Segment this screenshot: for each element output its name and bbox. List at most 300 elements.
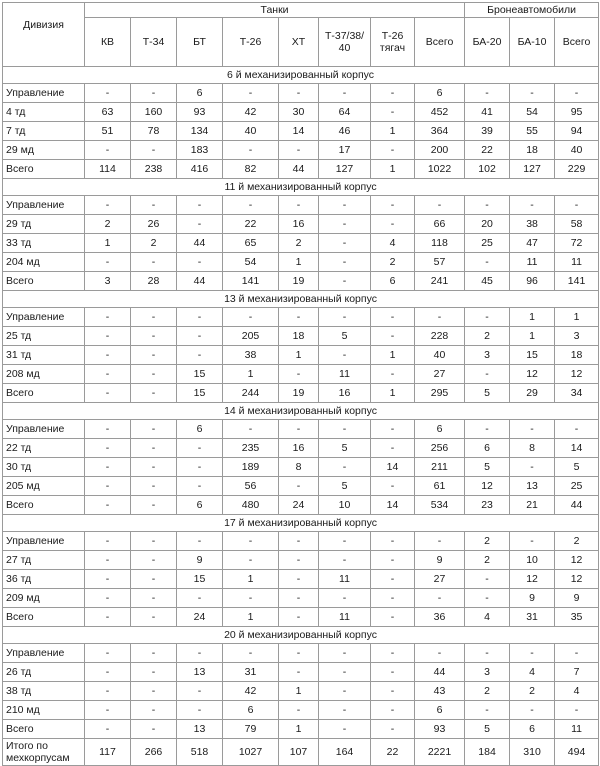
- table-cell: 534: [415, 496, 465, 515]
- division-name-cell: 27 тд: [3, 551, 85, 570]
- column-header: Т-26 тягач: [371, 18, 415, 67]
- table-cell: -: [131, 458, 177, 477]
- corps-title: 17 й механизированный корпус: [3, 515, 599, 532]
- table-cell: -: [85, 682, 131, 701]
- division-name-cell: 38 тд: [3, 682, 85, 701]
- division-name-cell: 36 тд: [3, 570, 85, 589]
- corps-header-row: [3, 403, 599, 420]
- table-cell: -: [177, 589, 223, 608]
- table-cell: -: [371, 682, 415, 701]
- table-cell: -: [465, 196, 510, 215]
- table-cell: 1: [279, 720, 319, 739]
- table-cell: 6: [371, 272, 415, 291]
- table-cell: 2: [465, 551, 510, 570]
- table-cell: -: [223, 308, 279, 327]
- table-cell: 44: [415, 663, 465, 682]
- table-cell: -: [319, 308, 371, 327]
- table-cell: 3: [85, 272, 131, 291]
- column-header: Т-37/38/ 40: [319, 18, 371, 67]
- table-cell: -: [131, 420, 177, 439]
- table-row: [3, 589, 599, 608]
- table-cell: 141: [223, 272, 279, 291]
- division-name-cell: Всего: [3, 384, 85, 403]
- table-cell: 2: [465, 327, 510, 346]
- grand-total-label: Итого по мехкорпусам: [3, 739, 85, 766]
- table-row: [3, 84, 599, 103]
- table-cell: -: [510, 458, 555, 477]
- table-cell: 3: [465, 346, 510, 365]
- table-cell: -: [85, 327, 131, 346]
- table-cell: -: [319, 701, 371, 720]
- table-cell: 416: [177, 160, 223, 179]
- table-cell: -: [177, 215, 223, 234]
- table-cell: 43: [415, 682, 465, 701]
- table-cell: -: [465, 365, 510, 384]
- table-cell: 2: [131, 234, 177, 253]
- table-cell: 94: [555, 122, 599, 141]
- table-cell: -: [85, 589, 131, 608]
- table-cell: 211: [415, 458, 465, 477]
- table-cell: 4: [510, 663, 555, 682]
- table-cell: 7: [555, 663, 599, 682]
- table-cell: 102: [465, 160, 510, 179]
- table-cell: -: [279, 420, 319, 439]
- corps-header-row: [3, 67, 599, 84]
- table-cell: -: [177, 346, 223, 365]
- table-cell: -: [85, 384, 131, 403]
- table-cell: 1027: [223, 739, 279, 766]
- division-name-cell: 29 тд: [3, 215, 85, 234]
- table-row: [3, 420, 599, 439]
- column-header: БА-20: [465, 18, 510, 67]
- table-cell: -: [371, 308, 415, 327]
- table-cell: 40: [415, 346, 465, 365]
- table-cell: 1022: [415, 160, 465, 179]
- division-header: Дивизия: [3, 3, 85, 67]
- table-cell: 57: [415, 253, 465, 272]
- table-cell: 256: [415, 439, 465, 458]
- table-cell: -: [371, 663, 415, 682]
- table-cell: -: [131, 720, 177, 739]
- table-cell: 51: [85, 122, 131, 141]
- table-cell: -: [131, 477, 177, 496]
- table-cell: 266: [131, 739, 177, 766]
- table-cell: -: [279, 308, 319, 327]
- table-cell: 56: [223, 477, 279, 496]
- table-cell: 5: [555, 458, 599, 477]
- table-cell: -: [279, 701, 319, 720]
- division-name-cell: 208 мд: [3, 365, 85, 384]
- table-cell: 63: [85, 103, 131, 122]
- table-cell: 5: [319, 439, 371, 458]
- table-cell: 18: [555, 346, 599, 365]
- table-container: [2, 2, 598, 766]
- table-cell: 183: [177, 141, 223, 160]
- table-cell: 13: [510, 477, 555, 496]
- table-cell: -: [510, 532, 555, 551]
- table-cell: -: [555, 196, 599, 215]
- table-cell: -: [555, 701, 599, 720]
- table-row: [3, 551, 599, 570]
- division-name-cell: 29 мд: [3, 141, 85, 160]
- table-cell: -: [510, 196, 555, 215]
- division-name-cell: Управление: [3, 644, 85, 663]
- table-cell: -: [279, 589, 319, 608]
- table-cell: 15: [177, 384, 223, 403]
- table-row: [3, 327, 599, 346]
- table-cell: 452: [415, 103, 465, 122]
- table-cell: 1: [223, 365, 279, 384]
- table-cell: 6: [177, 496, 223, 515]
- table-cell: -: [465, 570, 510, 589]
- table-cell: 134: [177, 122, 223, 141]
- column-header: КВ: [85, 18, 131, 67]
- table-cell: -: [131, 308, 177, 327]
- table-cell: -: [85, 701, 131, 720]
- table-row: [3, 439, 599, 458]
- table-row: [3, 663, 599, 682]
- table-cell: 295: [415, 384, 465, 403]
- table-row: [3, 215, 599, 234]
- grand-total-row: [3, 739, 599, 766]
- table-cell: -: [85, 532, 131, 551]
- table-cell: -: [177, 458, 223, 477]
- table-cell: -: [319, 682, 371, 701]
- table-cell: -: [510, 420, 555, 439]
- corps-title: 13 й механизированный корпус: [3, 291, 599, 308]
- table-cell: 2: [465, 532, 510, 551]
- table-cell: 6: [177, 84, 223, 103]
- table-cell: -: [371, 608, 415, 627]
- table-cell: 200: [415, 141, 465, 160]
- table-cell: -: [319, 84, 371, 103]
- table-cell: -: [279, 365, 319, 384]
- table-cell: -: [177, 701, 223, 720]
- table-cell: 65: [223, 234, 279, 253]
- table-cell: 480: [223, 496, 279, 515]
- table-cell: 45: [465, 272, 510, 291]
- table-cell: 29: [510, 384, 555, 403]
- table-cell: -: [279, 141, 319, 160]
- table-cell: -: [223, 84, 279, 103]
- table-cell: 184: [465, 739, 510, 766]
- table-row: [3, 384, 599, 403]
- table-cell: 12: [510, 570, 555, 589]
- division-name-cell: 210 мд: [3, 701, 85, 720]
- table-cell: 24: [279, 496, 319, 515]
- table-cell: -: [131, 532, 177, 551]
- table-cell: 25: [465, 234, 510, 253]
- table-cell: 11: [319, 570, 371, 589]
- table-cell: 15: [177, 570, 223, 589]
- table-cell: -: [319, 720, 371, 739]
- table-cell: 96: [510, 272, 555, 291]
- corps-title: 20 й механизированный корпус: [3, 627, 599, 644]
- table-cell: 13: [177, 720, 223, 739]
- table-cell: -: [85, 551, 131, 570]
- table-row: [3, 458, 599, 477]
- table-cell: -: [415, 196, 465, 215]
- table-cell: 1: [510, 327, 555, 346]
- division-name-cell: 205 мд: [3, 477, 85, 496]
- table-cell: -: [465, 253, 510, 272]
- table-cell: 2: [555, 532, 599, 551]
- table-cell: 1: [279, 253, 319, 272]
- table-body: [3, 67, 599, 766]
- table-cell: 46: [319, 122, 371, 141]
- table-cell: 35: [555, 608, 599, 627]
- table-cell: -: [371, 477, 415, 496]
- table-cell: 82: [223, 160, 279, 179]
- table-cell: 72: [555, 234, 599, 253]
- table-cell: -: [371, 551, 415, 570]
- table-cell: 1: [371, 346, 415, 365]
- table-cell: 93: [177, 103, 223, 122]
- division-name-cell: Всего: [3, 496, 85, 515]
- table-cell: 1: [555, 308, 599, 327]
- table-cell: 1: [279, 682, 319, 701]
- table-cell: 9: [555, 589, 599, 608]
- table-cell: -: [223, 141, 279, 160]
- table-cell: 28: [131, 272, 177, 291]
- table-cell: 118: [415, 234, 465, 253]
- table-cell: -: [85, 496, 131, 515]
- table-row: [3, 160, 599, 179]
- table-cell: -: [465, 420, 510, 439]
- table-cell: -: [319, 215, 371, 234]
- table-cell: 127: [510, 160, 555, 179]
- table-cell: 34: [555, 384, 599, 403]
- table-cell: -: [131, 439, 177, 458]
- table-cell: -: [415, 308, 465, 327]
- table-cell: 24: [177, 608, 223, 627]
- table-cell: -: [85, 346, 131, 365]
- table-cell: -: [510, 644, 555, 663]
- table-cell: 44: [279, 160, 319, 179]
- division-name-cell: 25 тд: [3, 327, 85, 346]
- table-cell: 1: [279, 346, 319, 365]
- table-row: [3, 272, 599, 291]
- table-cell: 241: [415, 272, 465, 291]
- table-cell: 20: [465, 215, 510, 234]
- table-cell: 117: [85, 739, 131, 766]
- table-cell: -: [371, 103, 415, 122]
- division-name-cell: 7 тд: [3, 122, 85, 141]
- division-name-cell: Всего: [3, 720, 85, 739]
- table-cell: 2: [371, 253, 415, 272]
- table-cell: -: [319, 458, 371, 477]
- table-cell: 58: [555, 215, 599, 234]
- corps-header-row: [3, 291, 599, 308]
- table-cell: -: [131, 84, 177, 103]
- table-cell: 16: [279, 215, 319, 234]
- table-row: [3, 234, 599, 253]
- table-cell: -: [177, 682, 223, 701]
- table-cell: 12: [555, 570, 599, 589]
- division-name-cell: 4 тд: [3, 103, 85, 122]
- table-cell: 19: [279, 272, 319, 291]
- table-cell: 44: [177, 234, 223, 253]
- table-cell: -: [85, 196, 131, 215]
- table-cell: 14: [371, 496, 415, 515]
- column-header: Всего: [555, 18, 599, 67]
- table-cell: 1: [223, 608, 279, 627]
- table-cell: 41: [465, 103, 510, 122]
- table-cell: -: [371, 327, 415, 346]
- table-cell: -: [371, 365, 415, 384]
- table-cell: 9: [510, 589, 555, 608]
- table-cell: 1: [371, 384, 415, 403]
- division-name-cell: Управление: [3, 84, 85, 103]
- table-cell: -: [371, 141, 415, 160]
- table-cell: -: [279, 84, 319, 103]
- table-cell: 189: [223, 458, 279, 477]
- table-row: [3, 608, 599, 627]
- table-cell: 4: [555, 682, 599, 701]
- division-name-cell: 26 тд: [3, 663, 85, 682]
- table-cell: -: [319, 196, 371, 215]
- table-cell: 229: [555, 160, 599, 179]
- table-row: [3, 196, 599, 215]
- table-cell: -: [177, 327, 223, 346]
- table-cell: -: [131, 682, 177, 701]
- table-cell: -: [465, 84, 510, 103]
- table-cell: 6: [510, 720, 555, 739]
- table-cell: 3: [555, 327, 599, 346]
- table-cell: 364: [415, 122, 465, 141]
- table-cell: 235: [223, 439, 279, 458]
- table-cell: -: [131, 551, 177, 570]
- table-cell: -: [131, 196, 177, 215]
- table-cell: -: [555, 420, 599, 439]
- table-cell: -: [85, 644, 131, 663]
- table-cell: -: [279, 570, 319, 589]
- table-cell: 6: [177, 420, 223, 439]
- table-cell: -: [177, 477, 223, 496]
- table-cell: 55: [510, 122, 555, 141]
- table-cell: -: [85, 477, 131, 496]
- table-cell: 54: [223, 253, 279, 272]
- table-cell: 164: [319, 739, 371, 766]
- table-cell: 47: [510, 234, 555, 253]
- table-cell: 15: [177, 365, 223, 384]
- table-cell: 114: [85, 160, 131, 179]
- table-cell: -: [131, 496, 177, 515]
- table-cell: -: [465, 644, 510, 663]
- table-cell: -: [371, 439, 415, 458]
- table-cell: -: [319, 234, 371, 253]
- table-cell: 25: [555, 477, 599, 496]
- table-cell: -: [131, 384, 177, 403]
- division-name-cell: Управление: [3, 420, 85, 439]
- table-row: [3, 103, 599, 122]
- table-cell: -: [85, 84, 131, 103]
- division-name-cell: 33 тд: [3, 234, 85, 253]
- division-name-cell: Всего: [3, 160, 85, 179]
- table-cell: -: [319, 532, 371, 551]
- table-cell: 4: [371, 234, 415, 253]
- table-cell: -: [465, 589, 510, 608]
- table-cell: -: [177, 196, 223, 215]
- column-header: Т-34: [131, 18, 177, 67]
- table-cell: -: [510, 84, 555, 103]
- table-cell: 17: [319, 141, 371, 160]
- division-name-cell: 204 мд: [3, 253, 85, 272]
- table-cell: 23: [465, 496, 510, 515]
- table-cell: 518: [177, 739, 223, 766]
- corps-header-row: [3, 627, 599, 644]
- table-cell: 228: [415, 327, 465, 346]
- table-cell: -: [415, 589, 465, 608]
- table-cell: -: [279, 477, 319, 496]
- table-row: [3, 308, 599, 327]
- table-cell: -: [279, 608, 319, 627]
- table-cell: 244: [223, 384, 279, 403]
- column-header: ХТ: [279, 18, 319, 67]
- table-cell: 39: [465, 122, 510, 141]
- table-cell: -: [319, 272, 371, 291]
- table-cell: 8: [510, 439, 555, 458]
- table-row: [3, 253, 599, 272]
- table-cell: 16: [279, 439, 319, 458]
- table-cell: 6: [415, 701, 465, 720]
- table-cell: -: [131, 253, 177, 272]
- column-header: Т-26: [223, 18, 279, 67]
- table-cell: 14: [555, 439, 599, 458]
- table-cell: 9: [177, 551, 223, 570]
- table-cell: 54: [510, 103, 555, 122]
- table-cell: 14: [371, 458, 415, 477]
- table-cell: -: [319, 346, 371, 365]
- table-cell: 1: [85, 234, 131, 253]
- table-cell: -: [131, 141, 177, 160]
- corps-title: 11 й механизированный корпус: [3, 179, 599, 196]
- table-cell: 1: [371, 122, 415, 141]
- table-cell: 11: [319, 365, 371, 384]
- table-cell: 6: [223, 701, 279, 720]
- table-cell: -: [371, 196, 415, 215]
- table-cell: 3: [465, 663, 510, 682]
- table-cell: 10: [319, 496, 371, 515]
- table-cell: -: [223, 532, 279, 551]
- table-cell: 6: [465, 439, 510, 458]
- table-cell: -: [85, 570, 131, 589]
- table-cell: 5: [465, 384, 510, 403]
- table-cell: 12: [465, 477, 510, 496]
- table-cell: 6: [415, 420, 465, 439]
- table-row: [3, 720, 599, 739]
- table-cell: 21: [510, 496, 555, 515]
- table-cell: 4: [465, 608, 510, 627]
- division-name-cell: Управление: [3, 196, 85, 215]
- table-cell: -: [85, 365, 131, 384]
- table-cell: -: [319, 663, 371, 682]
- table-cell: -: [85, 458, 131, 477]
- table-cell: -: [279, 551, 319, 570]
- table-cell: -: [371, 720, 415, 739]
- table-cell: 31: [223, 663, 279, 682]
- table-cell: -: [131, 365, 177, 384]
- corps-header-row: [3, 515, 599, 532]
- table-cell: -: [177, 308, 223, 327]
- table-cell: -: [555, 84, 599, 103]
- table-cell: 5: [319, 327, 371, 346]
- table-cell: -: [371, 570, 415, 589]
- table-cell: 310: [510, 739, 555, 766]
- table-cell: 205: [223, 327, 279, 346]
- table-cell: -: [279, 663, 319, 682]
- table-cell: 38: [510, 215, 555, 234]
